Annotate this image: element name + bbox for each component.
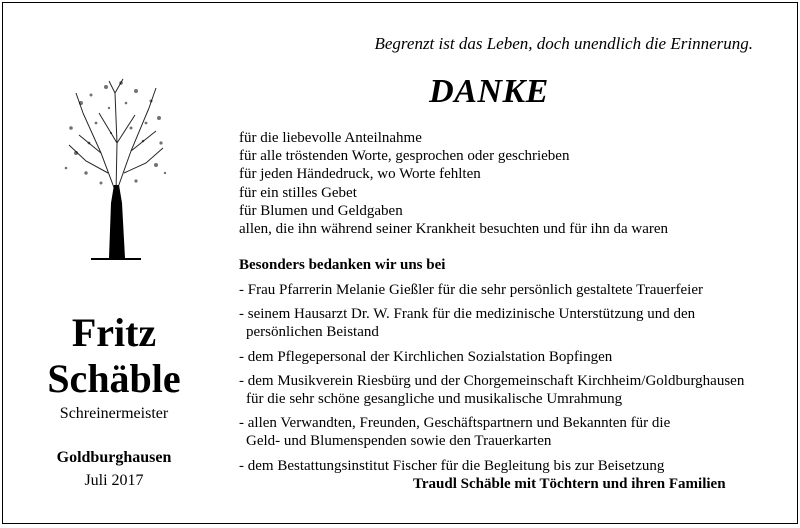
special-thanks-line-continued: für die sehr schöne gesangliche und musikalische Umrahmung (246, 391, 623, 408)
special-thanks-line: - Frau Pfarrerin Melanie Gießler für die sehr persönlich gestaltete Trauerfeier (239, 282, 703, 298)
thanks-line: allen, die ihn während seiner Krankheit besuchten und für ihn da waren (239, 221, 669, 238)
special-thanks-line: - dem Bestattungsinstitut Fischer für die Begleitung bis zur Beisetzung (239, 457, 665, 474)
deceased-place: Goldburghausen (56, 449, 172, 466)
special-thanks-item (239, 348, 779, 366)
special-thanks-line: - allen Verwandten, Freunden, Geschäftspartnern und Bekannten für die (239, 415, 671, 432)
special-thanks-item (239, 305, 779, 341)
special-thanks-line: - dem Musikverein Riesbürg und der Chorgemeinschaft Kirchheim/Goldburghausen (239, 372, 745, 389)
deceased-profession: Schreinermeister (59, 405, 169, 422)
notice-date: Juli 2017 (84, 472, 144, 489)
special-thanks-item (239, 414, 779, 450)
special-thanks-line: - dem Pflegepersonal der Kirchlichen Sozialstation Bopfingen (239, 348, 613, 365)
signature: Traudl Schäble mit Töchtern und ihren Familien (413, 476, 726, 492)
thanks-list (239, 129, 668, 238)
special-thanks-line: - seinem Hausarzt Dr. W. Frank für die medizinische Unterstützung und den (239, 306, 696, 323)
obituary-thank-you-notice (2, 2, 798, 524)
deceased-first-name: Fritz (71, 310, 157, 355)
special-thanks-item (239, 281, 779, 299)
thanks-line: für alle tröstenden Worte, gesprochen oder geschrieben (239, 148, 570, 165)
special-thanks-line-continued: Geld- und Blumenspenden sowie den Trauerkarten (246, 433, 552, 450)
thanks-line: für ein stilles Gebet (239, 184, 357, 201)
page-title: DANKE (429, 73, 549, 110)
special-thanks-heading: Besonders bedanken wir uns bei (239, 257, 446, 273)
special-thanks-item (239, 372, 779, 408)
thanks-line: für die liebevolle Anteilnahme (239, 130, 422, 146)
thanks-line: für Blumen und Geldgaben (239, 202, 403, 219)
motto: Begrenzt ist das Leben, doch unendlich die Erinnerung. (374, 34, 753, 53)
deceased-last-name: Schäble (47, 356, 181, 401)
special-thanks-item (239, 457, 779, 475)
tree-icon (61, 73, 171, 263)
special-thanks-line-continued: persönlichen Beistand (246, 324, 379, 341)
special-thanks-list (239, 281, 779, 481)
thanks-line: für jeden Händedruck, wo Worte fehlten (239, 166, 481, 183)
